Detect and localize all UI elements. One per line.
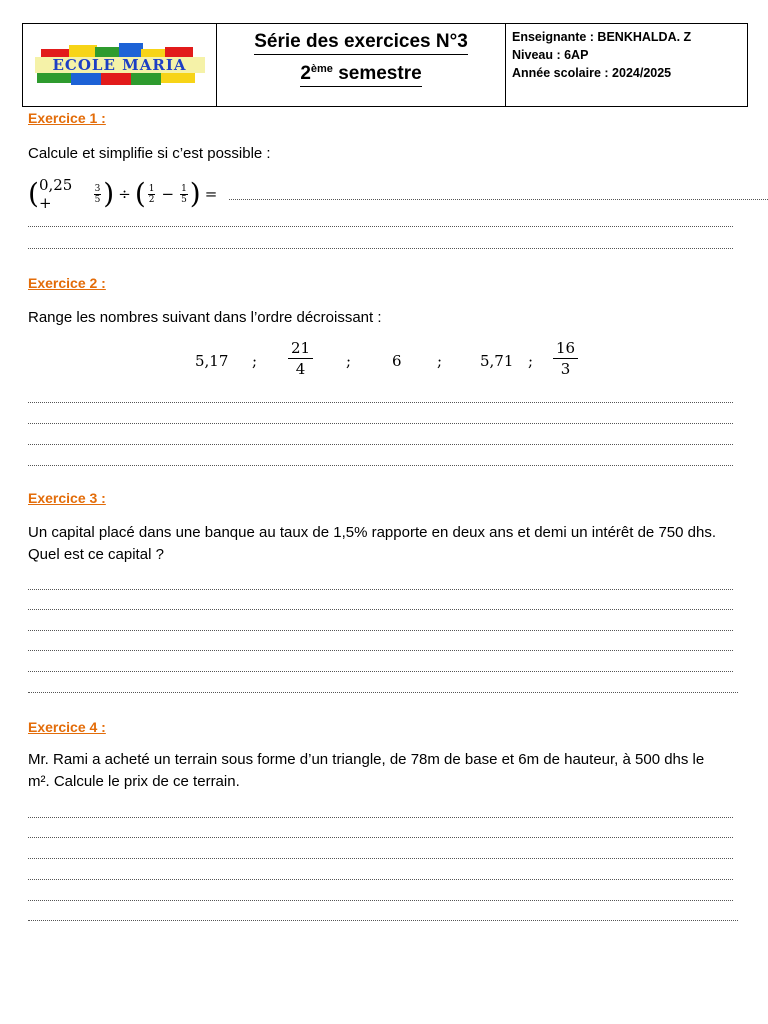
exercise-1-heading: Exercice 1 :: [28, 110, 106, 126]
exercise-2-heading: Exercice 2 :: [28, 275, 106, 291]
header-table: [22, 23, 748, 107]
info-cell: [506, 24, 747, 106]
school-year: Année scolaire : 2024/2025: [512, 66, 672, 80]
answer-line[interactable]: [28, 444, 733, 445]
number-item: 5,71: [480, 352, 514, 370]
answer-line[interactable]: [28, 858, 733, 859]
separator: ;: [252, 352, 258, 370]
logo-cell: [23, 24, 217, 106]
exercise-4-heading: Exercice 4 :: [28, 719, 106, 735]
worksheet-title: Série des exercices N°3: [254, 29, 468, 55]
exercise-1-instruction: Calcule et simplifie si c’est possible :: [28, 145, 271, 162]
exercise-4-statement-line1: Mr. Rami a acheté un terrain sous forme d’un triangle, de 78m de base et 6m de hauteur, à 500 dhs le: [28, 751, 705, 768]
answer-line[interactable]: [28, 465, 733, 466]
exercise-3-heading: Exercice 3 :: [28, 490, 106, 506]
answer-line[interactable]: [28, 837, 733, 838]
separator: ;: [528, 352, 534, 370]
answer-line[interactable]: [28, 609, 733, 610]
answer-line[interactable]: [28, 589, 733, 590]
semester-title: 2ème semestre: [300, 57, 421, 87]
fraction-item: 21 4: [288, 338, 313, 379]
answer-line[interactable]: [28, 671, 733, 672]
answer-line[interactable]: [28, 879, 733, 880]
answer-line[interactable]: [28, 692, 738, 693]
answer-line[interactable]: [28, 900, 733, 901]
exercise-3-statement-line2: Quel est ce capital ?: [28, 546, 164, 563]
answer-line[interactable]: [28, 402, 733, 403]
answer-line[interactable]: [229, 189, 768, 200]
separator: ;: [346, 352, 352, 370]
exercise-4-statement-line2: m². Calcule le prix de ce terrain.: [28, 773, 240, 790]
answer-line[interactable]: [28, 423, 733, 424]
answer-line[interactable]: [28, 630, 733, 631]
title-cell: [217, 24, 506, 106]
answer-line[interactable]: [28, 226, 733, 227]
separator: ;: [437, 352, 443, 370]
school-logo: [31, 41, 209, 89]
answer-line[interactable]: [28, 817, 733, 818]
fraction-item: 16 3: [553, 338, 578, 379]
answer-line[interactable]: [28, 650, 733, 651]
number-item: 6: [392, 352, 402, 370]
exercise-1-expression: ( 0,25 + $\frac{3}{5}$ ) ÷ ( 1 2 − $\frac{1}{5}$ ) =: [28, 176, 768, 212]
numbers-to-sort: [0, 338, 768, 388]
class-level: Niveau : 6AP: [512, 48, 589, 62]
exercise-3-statement-line1: Un capital placé dans une banque au taux de 1,5% rapporte en deux ans et demi un intérêt de 750 dhs.: [28, 524, 716, 541]
exercise-2-instruction: Range les nombres suivant dans l’ordre décroissant :: [28, 309, 382, 326]
teacher-name: Enseignante : BENKHALDA. Z: [512, 30, 692, 44]
number-item: 5,17: [195, 352, 229, 370]
logo-text: ECOLE MARIA: [52, 56, 187, 74]
answer-line[interactable]: [28, 920, 738, 921]
answer-line[interactable]: [28, 248, 733, 249]
